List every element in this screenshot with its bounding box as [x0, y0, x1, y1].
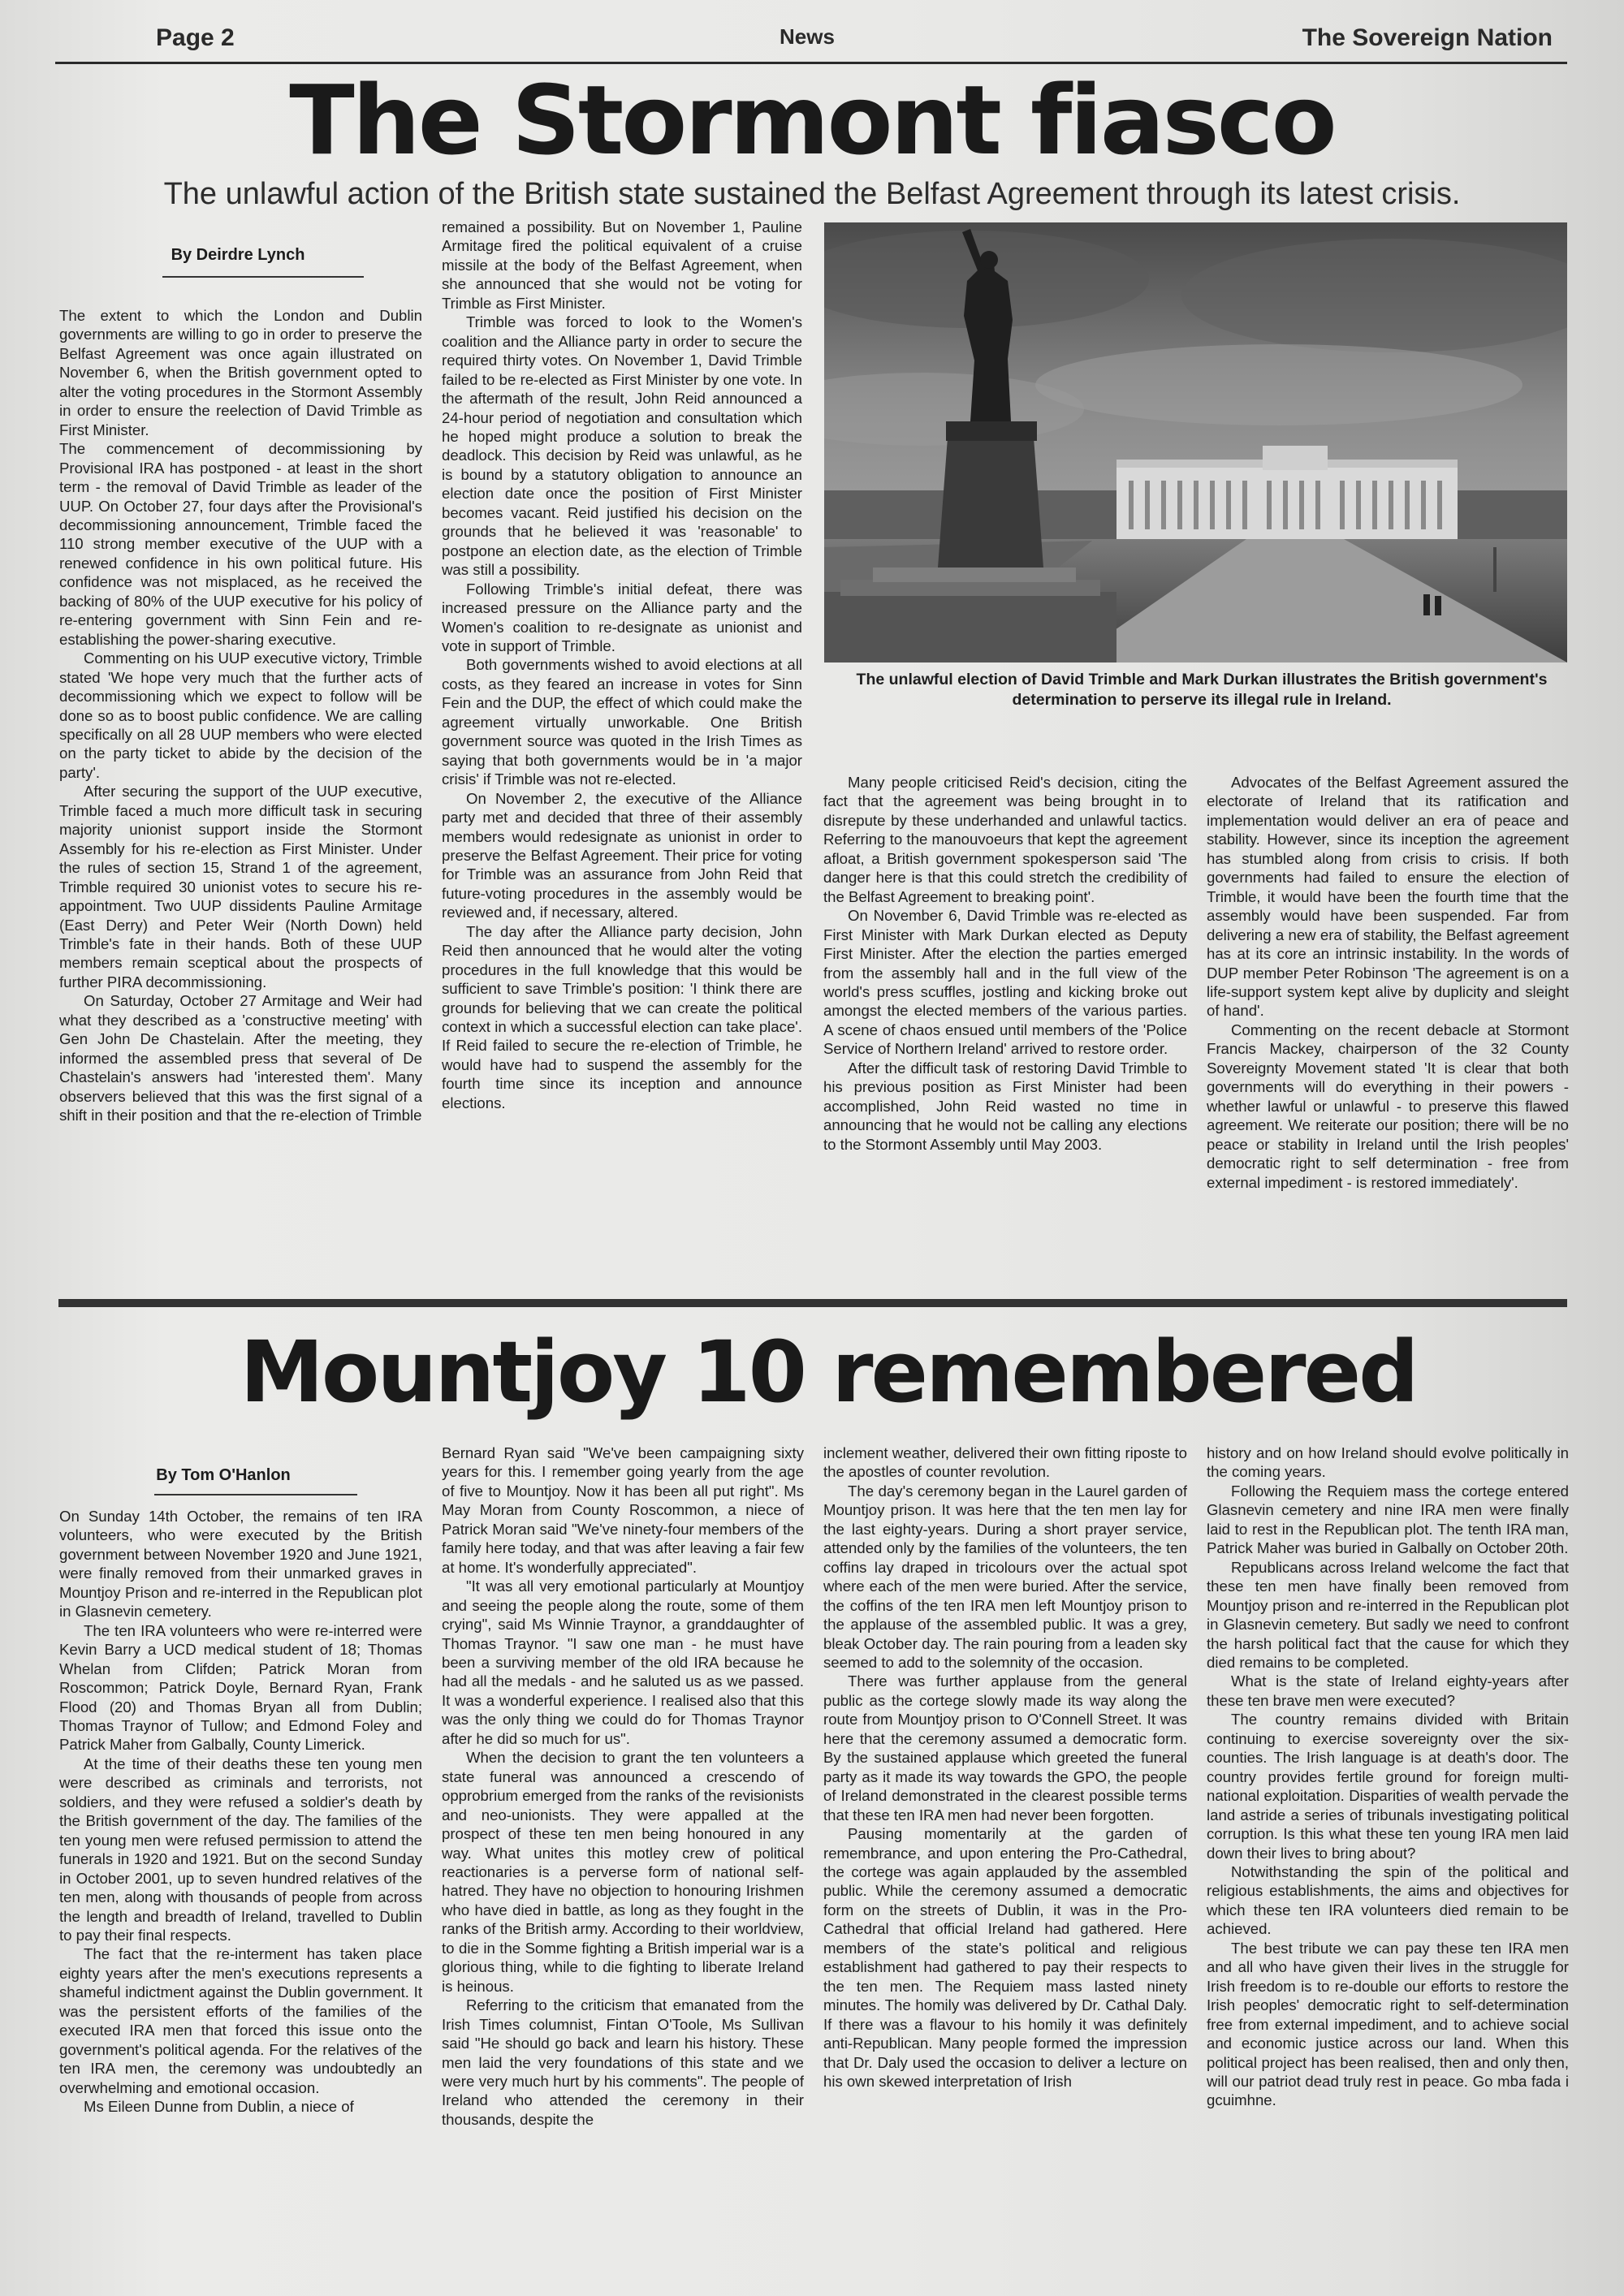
story1-column-1 [59, 306, 422, 1280]
paragraph: Trimble was forced to look to the Women's coalition and the Alliance party in order to secure the required thirty votes. On November 1, David Trimble failed to be re-elected as First Minister by one vote. In the aftermath of the result, John Reid announced a 24-hour period of negotiation and consultation which he hoped might produce a solution to break the deadlock. This decision by Reid was unlawful, as he is bound by a statutory obligation to announce an election date once the position of First Minister becomes vacant. Reid justified his decision on the grounds that he believed it was 'reasonable' to postpone an election date, as the election of Trimble was still a possibility. [442, 313, 802, 579]
story1-column-2 [442, 218, 802, 1283]
paragraph: On Saturday, October 27 Armitage and Weir had what they described as a 'constructive meeting' with Gen John De Chastelain. After the meeting, they informed the assembled press that several of De Chastelain's answers had 'interested them'. Many observers believed that this was the first signal of a shift in their position and that the re-election of Trimble [59, 992, 422, 1124]
byline-rule [162, 276, 364, 278]
story-divider [58, 1299, 1567, 1307]
byline-stormont: By Deirdre Lynch [171, 246, 305, 264]
paragraph: "It was all very emotional particularly at Mountjoy and seeing the people along the route, some of them crying", said Ms Winnie Traynor, a granddaughter of Thomas Traynor. "I saw one man - he must have been a surviving member of the old IRA because he had all the medals - and he saluted us as we passed. It was a wonderful experience. I realised also that this was the only thing we could do for Thomas Traynor after he did so much for us". [442, 1577, 804, 1747]
paragraph: Both governments wished to avoid elections at all costs, as they feared an increase in votes for Sinn Fein and the DUP, the effect of which could make the agreement virtually unworkable. One British government source was quoted in the Irish Times as saying that both governments would be in 'a major crisis' if Trimble was not re-elected. [442, 656, 802, 788]
page-number: Page 2 [156, 24, 235, 51]
story2-column-3 [823, 1444, 1187, 2288]
photo-caption: The unlawful election of David Trimble and Mark Durkan illustrates the British government's determination to perserve its illegal rule in Ireland. [856, 671, 1548, 709]
publication-name: The Sovereign Nation [1302, 24, 1553, 51]
paragraph: On November 2, the executive of the Alliance party met and decided that three of their assembly members would redesignate as unionist in order to preserve the Belfast Agreement. Their price for voting for Trimble was an assurance from John Reid that future-voting procedures in the assembly would be reviewed and, if necessary, altered. [442, 789, 802, 921]
paragraph: history and on how Ireland should evolve politically in the coming years. [1207, 1444, 1569, 1481]
story2-column-1 [59, 1507, 422, 2286]
paragraph: On November 6, David Trimble was re-elected as First Minister with Mark Durkan elected as Deputy First Minister. After the election the parties emerged from the assembly hall and in the full view of the world's press scuffles, jostling and kicking broke out amongst the elected members of the various parties. A scene of chaos ensued until members of the 'Police Service of Northern Ireland' arrived to restore order. [823, 907, 1187, 1058]
paragraph: The country remains divided with Britain continuing to exercise sovereignty over the six-counties. The Irish language is at death's door. The country provides fertile ground for foreign multi-national exploitation. Disparities of wealth pervade the land astride a series of tribunals investigating political corruption. Is this what these ten young IRA men laid down their lives to bring about? [1207, 1711, 1569, 1862]
paragraph: There was further applause from the general public as the cortege slowly made its way along the route from Mountjoy prison to O'Connell Street. It was here that the ceremony assumed a democratic form. By the sustained applause which greeted the funeral party as it made its way towards the GPO, the people of Ireland demonstrated in the clearest possible terms that these ten IRA men had never been forgotten. [823, 1672, 1187, 1823]
story2-column-2 [442, 1444, 804, 2288]
paragraph: Advocates of the Belfast Agreement assured the electorate of Ireland that its ratification and implementation would deliver an era of peace and stability. However, since its inception the agreement has stumbled along from crisis to crisis. If both governments had failed to ensure the election of Trimble, it would have been the fourth time that the assembly would have been suspended. Far from delivering a new era of stability, the Belfast agreement has at its core an intrinsic instability. In the words of DUP member Peter Robinson 'The agreement is on a life-support system kept alive by duplicity and sleight of hand'. [1207, 774, 1569, 1020]
headline-stormont: The Stormont fiasco [289, 64, 1335, 176]
paragraph: After the difficult task of restoring David Trimble to his previous position as First Minister had been accomplished, John Reid wasted no time in announcing that he would not be calling any elections to the Stormont Assembly until May 2003. [823, 1059, 1187, 1153]
paragraph: Bernard Ryan said "We've been campaigning sixty years for this. I remember going yearly from the age of five to Mountjoy. Now it has been all put right". Ms May Moran from County Roscommon, a niece of Patrick Moran said "We've ninety-four members of the family here today, and that was after leaving a fair few at home. It's wonderfully appreciated". [442, 1444, 804, 1576]
paragraph: Referring to the criticism that emanated from the Irish Times columnist, Fintan O'Toole, Ms Sullivan said "He should go back and learn his history. These men laid the very foundations of this state and we were very much hurt by his comments". The people of Ireland who attended the ceremony in their thousands, despite the [442, 1996, 804, 2128]
paragraph: After securing the support of the UUP executive, Trimble faced a much more difficult task in securing majority unionist support inside the Stormont Assembly for his re-election as First Minister. Under the rules of section 15, Strand 1 of the agreement, Trimble required 30 unionist votes to secure his re-appointment. Two UUP dissidents Pauline Armitage (East Derry) and Peter Weir (North Down) held Trimble's fate in their hands. Both of these UUP members remain sceptical about the prospects of further PIRA decommissioning. [59, 783, 422, 990]
paragraph: When the decision to grant the ten volunteers a state funeral was announced a crescendo of opprobrium emerged from the ranks of the revisionists and neo-unionists. They were appalled at the prospect of these ten men being honoured in any way. What unites this motley crew of political reactionaries is a perverse form of national self-hatred. They have no objection to honouring Irishmen who have died in battle, as long as they fought in the ranks of the British army. According to their worldview, to die in the Somme fighting a British imperial war is a glorious thing, while to die fighting to liberate Ireland is heinous. [442, 1749, 804, 1995]
paragraph: Following Trimble's initial defeat, there was increased pressure on the Alliance party and the Women's coalition to re-designate as unionist and vote in support of Trimble. [442, 580, 802, 654]
paragraph: Following the Requiem mass the cortege entered Glasnevin cemetery and nine IRA men were finally laid to rest in the Republican plot. The tenth IRA man, Patrick Maher was buried in Galbally on October 20th. [1207, 1482, 1569, 1557]
story2-column-4 [1207, 1444, 1569, 2288]
paragraph: On Sunday 14th October, the remains of ten IRA volunteers, who were executed by the British government between November 1920 and June 1921, were finally removed from their unmarked graves in Mountjoy Prison and re-interred in the Republican plot in Glasnevin cemetery. [59, 1508, 422, 1621]
paragraph: Notwithstanding the spin of the political and religious establishments, the aims and objectives for which these ten IRA volunteers died remain to be achieved. [1207, 1862, 1569, 1938]
story1-column-3 [823, 773, 1187, 1284]
paragraph: What is the state of Ireland eighty-years after these ten brave men were executed? [1207, 1672, 1569, 1709]
paragraph: Pausing momentarily at the garden of remembrance, and upon entering the Pro-Cathedral, the cortege was again applauded by the assembled public. While the ceremony assumed a democratic form on the streets of Dublin, it was in the Pro-Cathedral that official Ireland had gathered. Here members of the state's political and religious establishment had gathered to pay their respects to the ten men. The Requiem mass lasted ninety minutes. The homily was delivered by Dr. Cathal Daly. If there was a flavour to his homily it was definitely anti-Republican. Many people formed the impression that Dr. Daly used the occasion to deliver a lecture on his own skewed interpretation of Irish [823, 1825, 1187, 2090]
paragraph: Ms Eileen Dunne from Dublin, a niece of [84, 2098, 354, 2116]
paragraph: The ten IRA volunteers who were re-interred were Kevin Barry a UCD medical student of 18; Thomas Whelan from Clifden; Patrick Moran from Roscommon; Patrick Doyle, Bernard Ryan, Frank Flood (20) and Thomas Bryan all from Dublin; Thomas Traynor of Tullow; and Edmond Foley and Patrick Maher from Galbally, County Limerick. [59, 1621, 422, 1754]
paragraph: The day's ceremony began in the Laurel garden of Mountjoy prison. It was here that the ten men lay for the last eighty-years. During a short prayer service, attended only by the families of the volunteers, the ten coffins lay draped in tricolours over the actual spot where each of the men were buried. After the service, the coffins of the ten IRA men left Mountjoy prison to the applause of the assembled public. It was a grey, bleak October day. The rain pouring from a leaden sky seemed to add to the solemnity of the occasion. [823, 1482, 1187, 1671]
paragraph: The best tribute we can pay these ten IRA men and all who have given their lives in the struggle for Irish freedom is to re-double our efforts to restore the Irish peoples' democratic right to self-determination free from external impediment, and to achieve social and economic justice across our land. When this political project has been realised, then and only then, will our patriot dead truly rest in peace. Go mba fada i gcuimhne. [1207, 1939, 1569, 2109]
section-label: News [780, 24, 835, 49]
standfirst-stormont: The unlawful action of the British state sustained the Belfast Agreement through its latest crisis. [163, 177, 1461, 211]
headline-mountjoy: Mountjoy 10 remembered [240, 1323, 1417, 1422]
paragraph: remained a possibility. But on November 1, Pauline Armitage fired the political equivalent of a cruise missile at the body of the Belfast Agreement, when she announced that she would not be voting for Trimble as First Minister. [442, 218, 802, 312]
byline-mountjoy: By Tom O'Hanlon [156, 1466, 291, 1484]
stormont-photo [824, 222, 1567, 662]
paragraph: The day after the Alliance party decision, John Reid then announced that he would alter the voting procedures in the full knowledge that this would be sufficient to save Trimble's position: 'I think there are grounds for believing that we can create the political context in which a successful election can take place'. If Reid failed to secure the re-election of Trimble, he would have had to suspend the assembly for the fourth time since its inception and announce elections. [442, 922, 802, 1111]
byline-rule [154, 1494, 357, 1495]
paragraph: Commenting on his UUP executive victory, Trimble stated 'We hope very much that the further acts of decommissioning which we expect to follow will be done so as to boost public confidence. We are calling specifically on all 28 UUP members who were elected on the party ticket to abide by the decision of the party'. [59, 650, 422, 781]
paragraph: At the time of their deaths these ten young men were described as criminals and terrorists, not soldiers, and they were refused a soldier's death by the British government of the day. The families of the ten young men were refused permission to attend the funerals in 1920 and 1921. But on the second Sunday in October 2001, up to seven hundred relatives of the ten men, along with thousands of people from across the length and breadth of Ireland, travelled to Dublin to pay their final respects. [59, 1754, 422, 1944]
paragraph: The commencement of decommissioning by Provisional IRA has postponed - at least in the short term - the removal of David Trimble as leader of the UUP. On October 27, four days after the Provisional's decommissioning announcement, Trimble faced the 110 strong member executive of the UUP with a renewed confidence in his own political future. His confidence was not misplaced, as he received the backing of 80% of the UUP executive for his policy of re-entering government with Sinn Fein and re-establishing the power-sharing executive. [59, 440, 422, 648]
paragraph: The extent to which the London and Dublin governments are willing to go in order to preserve the Belfast Agreement was once again illustrated on November 6, when the British government opted to alter the voting procedures in the Stormont Assembly in order to ensure the reelection of David Trimble as First Minister. [59, 307, 422, 438]
paragraph: The fact that the re-interment has taken place eighty years after the men's executions represents a shameful indictment against the Dublin government. It was the persistent efforts of the families of the executed IRA men that forced this issue onto the government's political agenda. For the relatives of the ten IRA men, the ceremony was undoubtedly an overwhelming and emotional occasion. [59, 1945, 422, 2096]
paragraph: inclement weather, delivered their own fitting riposte to the apostles of counter revolution. [823, 1444, 1187, 1481]
story1-column-4 [1207, 773, 1569, 1284]
paragraph: Republicans across Ireland welcome the fact that these ten men have finally been removed from Mountjoy prison and re-interred in the Republican plot in Glasnevin cemetery. But sadly we need to confront the harsh political fact that the cause for which they died remains to be completed. [1207, 1558, 1569, 1671]
paragraph: Commenting on the recent debacle at Stormont Francis Mackey, chairperson of the 32 County Sovereignty Movement stated 'It is clear that both governments will do everything in their powers - whether lawful or unlawful - to preserve this flawed agreement. We reiterate our position; there will be no peace or stability in Ireland until the Irish peoples' democratic right to self determination - free from external impediment - is restored immediately'. [1207, 1021, 1569, 1191]
paragraph: Many people criticised Reid's decision, citing the fact that the agreement was being brought in to disrepute by these underhanded and unlawful tactics. Referring to the manouvoeurs that kept the agreement afloat, a British government spokesperson said 'The danger here is that this could stretch the credibility of the Belfast Agreement to breaking point'. [823, 774, 1187, 905]
